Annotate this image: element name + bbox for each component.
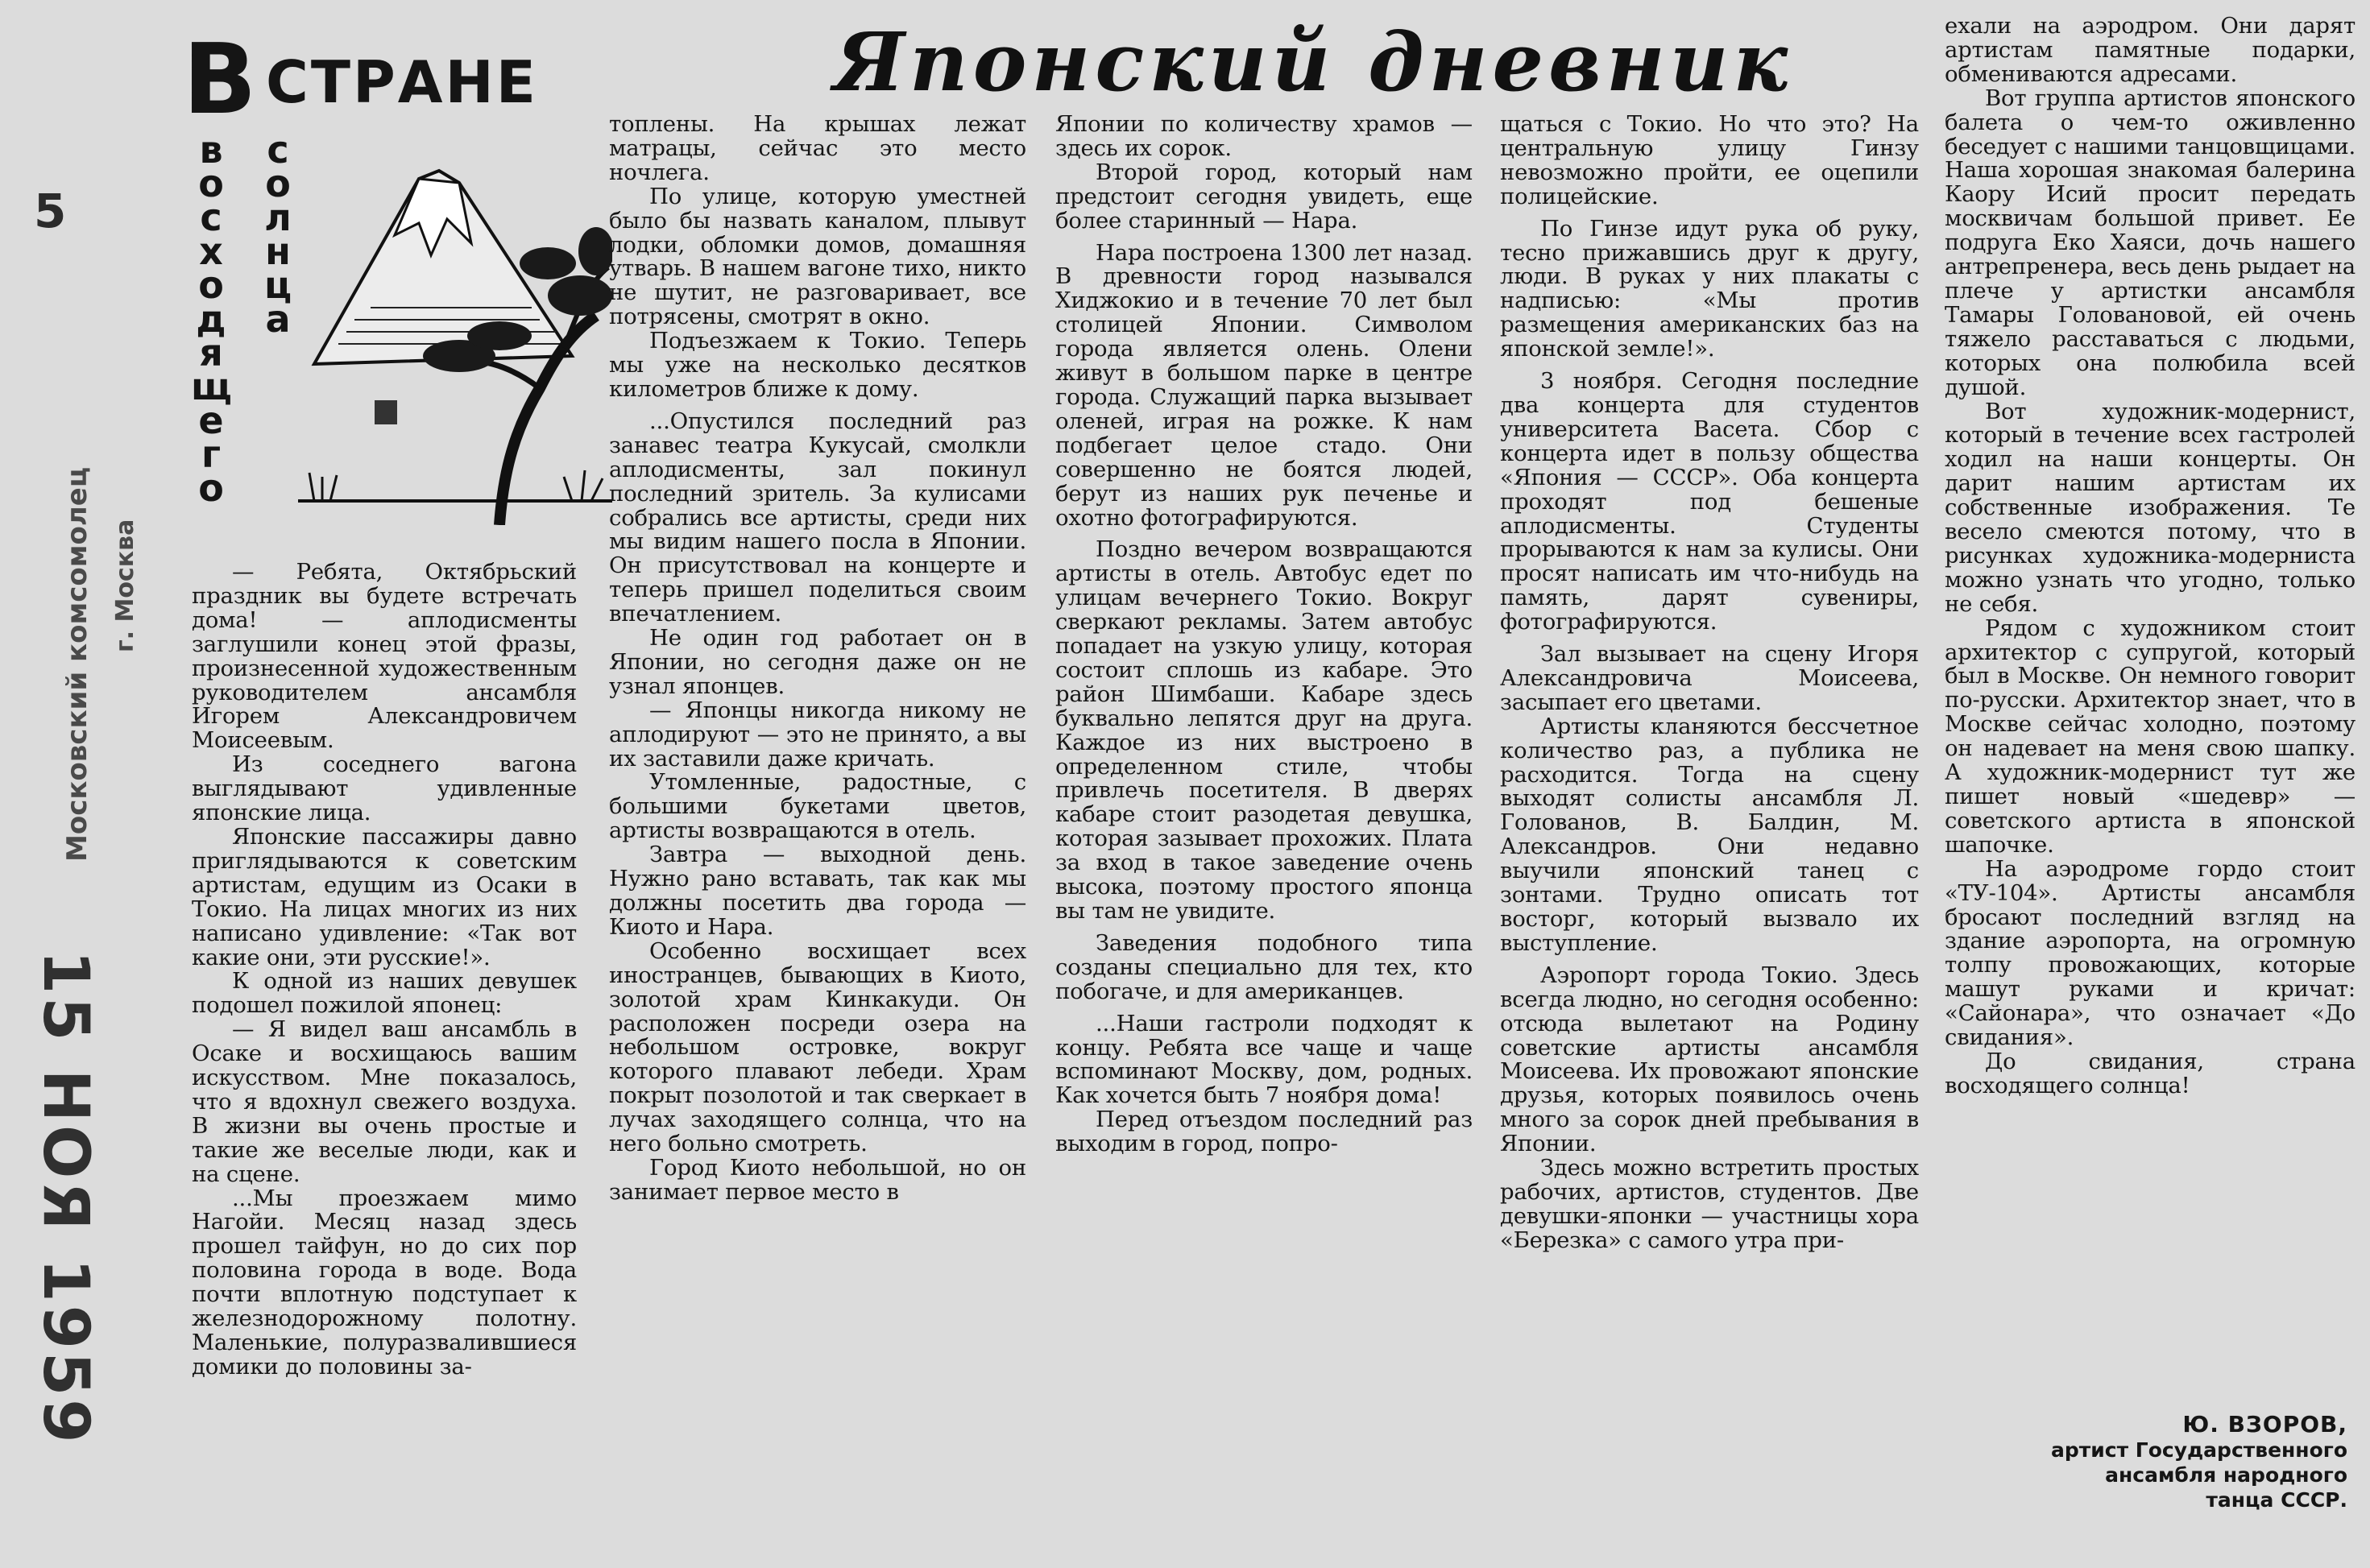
author-role-line: артист Государственного bbox=[2050, 1438, 2347, 1462]
paragraph: Город Киото небольшой, но он занимает первое место в bbox=[609, 1154, 1026, 1205]
rubric-vertical-word-2: с о л н ц а bbox=[263, 128, 292, 341]
paragraph: По улице, которую уместней было бы назвать каналом, плывут лодки, обломки домов, домашняя утварь. В нашем вагоне тихо, никто не шутит, не разговаривает, все потрясены, смотрят в окно. bbox=[609, 183, 1026, 330]
paragraph: Вот художник-модернист, который в течение всех гастролей ходил на наши концерты. Он дарит нашим артистам их собственные изображения. Те весело смеются потому, что в рисунках художника-модерниста можно узнать что угодно, только не себя. bbox=[1945, 398, 2355, 617]
paragraph: Здесь можно встретить простых рабочих, артистов, студентов. Две девушки-японки — участницы хора «Березка» с самого утра при- bbox=[1500, 1155, 1919, 1253]
paragraph: Аэропорт города Токио. Здесь всегда людно, но сегодня особенно: отсюда вылетают на Родину советские артисты ансамбля Моисеева. Их провожают японские друзья, которых появилось очень много за сорок дней пребывания в Японии. bbox=[1500, 962, 1919, 1157]
paragraph: Заведения подобного типа созданы специально для тех, кто побогаче, и для американцев. bbox=[1055, 929, 1473, 1004]
paragraph: На аэродроме гордо стоит «ТУ-104». Артисты ансамбля бросают последний взгляд на здание аэропорта, на огромную толпу провожающих, которые машут руками и кричат: «Сайонара», что означает «До свидания». bbox=[1945, 855, 2355, 1051]
newspaper-source-stamp bbox=[61, 362, 150, 862]
paragraph: — Ребята, Октябрьский праздник вы будете встречать дома! — аплодисменты заглушили конец этой фразы, произнесенной художественным руководителем ансамбля Игорем Александровичем Моисеевым. bbox=[192, 559, 577, 754]
rubric-vertical-word-1: в о с х о д я щ е г о bbox=[191, 128, 232, 510]
paragraph: Вот группа артистов японского балета о чем-то оживленно беседует с нашими танцовщицами. Наша хорошая знакомая балерина Каору Исий просит передать москвичам большой привет. Ее подруга Еко Хаяси, дочь нашего антрепренера, весь день рыдает на плече у артистки ансамбля Тамары Головановой, ей очень тяжело расставаться с людьми, которых она полюбила всей душой. bbox=[1945, 85, 2355, 400]
paragraph: щаться с Токио. Но что это? На центральную улицу Гинзу невозможно пройти, ее оцепили полицейские. bbox=[1500, 111, 1919, 209]
paragraph: топлены. На крышах лежат матрацы, сейчас это место ночлега. bbox=[609, 111, 1026, 185]
stamp-city: г. Москва bbox=[111, 519, 139, 652]
paragraph: До свидания, страна восходящего солнца! bbox=[1945, 1048, 2355, 1098]
author-name: Ю. ВЗОРОВ, bbox=[2182, 1411, 2347, 1438]
stamp-org-name: Московский комсомолец bbox=[61, 466, 93, 862]
paragraph: 3 ноября. Сегодня последние два концерта для студентов университета Васета. Сбор с концерта идет в пользу общества «Япония — СССР». Оба концерта проходят под бешеные аплодисменты. Студенты прорываются к нам за кулисы. Они просят написать им что-нибудь на память, дарят сувениры, фотографируются. bbox=[1500, 368, 1919, 635]
rubric-block bbox=[179, 24, 618, 536]
date-stamp-text: 15 НОЯ 1959 bbox=[29, 950, 102, 1446]
paragraph: — Японцы никогда никому не аплодируют — это не принято, а вы их заставили даже кричать. bbox=[609, 697, 1026, 772]
paragraph: Утомленные, радостные, с большими букетами цветов, артисты возвращаются в отель. bbox=[609, 769, 1026, 844]
article-column-2 bbox=[609, 113, 1026, 1205]
paragraph: Второй город, который нам предстоит сегодня увидеть, еще более старинный — Нара. bbox=[1055, 159, 1473, 234]
paragraph: Особенно восхищает всех иностранцев, бывающих в Киото, золотой храм Кинкакуди. Он расположен посреди озера на небольшом островке, вокруг которого плавают лебеди. Храм покрыт позолотой и так сверкает в лучах заходящего солнца, что на него больно смотреть. bbox=[609, 937, 1026, 1157]
paragraph: Поздно вечером возвращаются артисты в отель. Автобус едет по улицам вечернего Токио. Вокруг сверкают рекламы. Затем автобус попадает на узкую улицу, которая состоит сплошь из кабаре. Это район Шимбаши. Кабаре здесь буквально лепятся друг на друга. Каждое из них выстроено в определенном стиле, чтобы привлечь посетителя. В дверях кабаре стоит разодетая девушка, которая зазывает прохожих. Плата за вход в такое заведение очень высока, поэтому простого японца вы там не увидите. bbox=[1055, 536, 1473, 924]
rubric-word: СТРАНЕ bbox=[266, 48, 538, 116]
paragraph: Японские пассажиры давно приглядываются к советским артистам, едущим из Осаки в Токио. На лицах многих из них написано удивление: «Так вот какие они, эти русские!». bbox=[192, 823, 577, 970]
article-headline: Японский дневник bbox=[833, 14, 1793, 110]
paragraph: Рядом с художником стоит архитектор с супругой, который был в Москве. Он немного говорит по-русски. Архитектор знает, что в Москве сейчас холодно, поэтому он надевает на меня свою шапку. А художник-модернист тут же пишет новый «шедевр» — советского артиста в японской шапочке. bbox=[1945, 614, 2355, 858]
author-signature bbox=[1945, 1411, 2347, 1512]
paragraph: Завтра — выходной день. Нужно рано вставать, так как мы должны посетить два города — Киото и Нара. bbox=[609, 842, 1026, 940]
paragraph: Из соседнего вагона выглядывают удивленные японские лица. bbox=[192, 751, 577, 826]
article-column-4 bbox=[1500, 113, 1919, 1253]
rubric-letter: В bbox=[183, 24, 257, 136]
paragraph: Перед отъездом последний раз выходим в город, попро- bbox=[1055, 1107, 1473, 1157]
mount-fuji-illustration bbox=[298, 122, 612, 525]
article-column-1 bbox=[192, 561, 577, 1380]
paragraph: Японии по количеству храмов — здесь их сорок. bbox=[1055, 111, 1473, 161]
paragraph: Не один год работает он в Японии, но сегодня даже он не узнал японцев. bbox=[609, 625, 1026, 699]
paragraph: ...Наши гастроли подходят к концу. Ребята все чаще и чаще вспоминают Москву, дом, родных. Как хочется быть 7 ноября дома! bbox=[1055, 1010, 1473, 1109]
paragraph: Нара построена 1300 лет назад. В древности город назывался Хиджокио и в течение 70 лет был столицей Японии. Символом города является олень. Олени живут в большом парке в центре города. Служащий парка вызывает оленей, играя на рожке. К нам подбегает целое стадо. Они совершенно не боятся людей, берут из наших рук печенье и охотно фотографируются. bbox=[1055, 239, 1473, 531]
paragraph: — Я видел ваш ансамбль в Осаке и восхищаюсь вашим искусством. Мне показалось, что я вдохнул свежего воздуха. В жизни вы очень простые и такие же веселые люди, как и на сцене. bbox=[192, 1016, 577, 1187]
article-column-5 bbox=[1945, 14, 2355, 1098]
paragraph: ...Мы проезжаем мимо Нагойи. Месяц назад здесь прошел тайфун, но до сих пор половина города в воде. Вода почти вплотную подступает к железнодорожному полотну. Маленькие, полуразвалившиеся домики до половины за- bbox=[192, 1185, 577, 1380]
article-column-3 bbox=[1055, 113, 1473, 1156]
paragraph: По Гинзе идут рука об руку, тесно прижавшись друг к другу, люди. В руках у них плакаты с надписью: «Мы против размещения американских баз на японской земле!». bbox=[1500, 215, 1919, 362]
paragraph: Подъезжаем к Токио. Теперь мы уже на несколько десятков километров ближе к дому. bbox=[609, 328, 1026, 402]
paragraph: Артисты кланяются бессчетное количество раз, а публика не расходится. Тогда на сцену выходят солисты ансамбля Л. Голованов, В. Балдин, М. Александров. Они недавно выучили японский танец с зонтами. Трудно описать тот восторг, который вызвало их выступление. bbox=[1500, 713, 1919, 956]
corner-mark: 5 bbox=[34, 184, 67, 238]
date-stamp bbox=[29, 950, 103, 1446]
paragraph: ...Опустился последний раз занавес театра Кукусай, смолкли аплодисменты, зал покинул последний зритель. За кулисами собрались все артисты, среди них мы видим нашего посла в Японии. Он присутствовал на концерте и теперь пришел поделиться своим впечатлением. bbox=[609, 408, 1026, 627]
author-role-line: танца СССР. bbox=[2206, 1488, 2347, 1512]
paragraph: ехали на аэродром. Они дарят артистам памятные подарки, обмениваются адресами. bbox=[1945, 13, 2355, 87]
paragraph: К одной из наших девушек подошел пожилой японец: bbox=[192, 968, 577, 1019]
paragraph: Зал вызывает на сцену Игоря Александровича Моисеева, засыпает его цветами. bbox=[1500, 641, 1919, 715]
author-role-line: ансамбля народного bbox=[2105, 1463, 2347, 1487]
